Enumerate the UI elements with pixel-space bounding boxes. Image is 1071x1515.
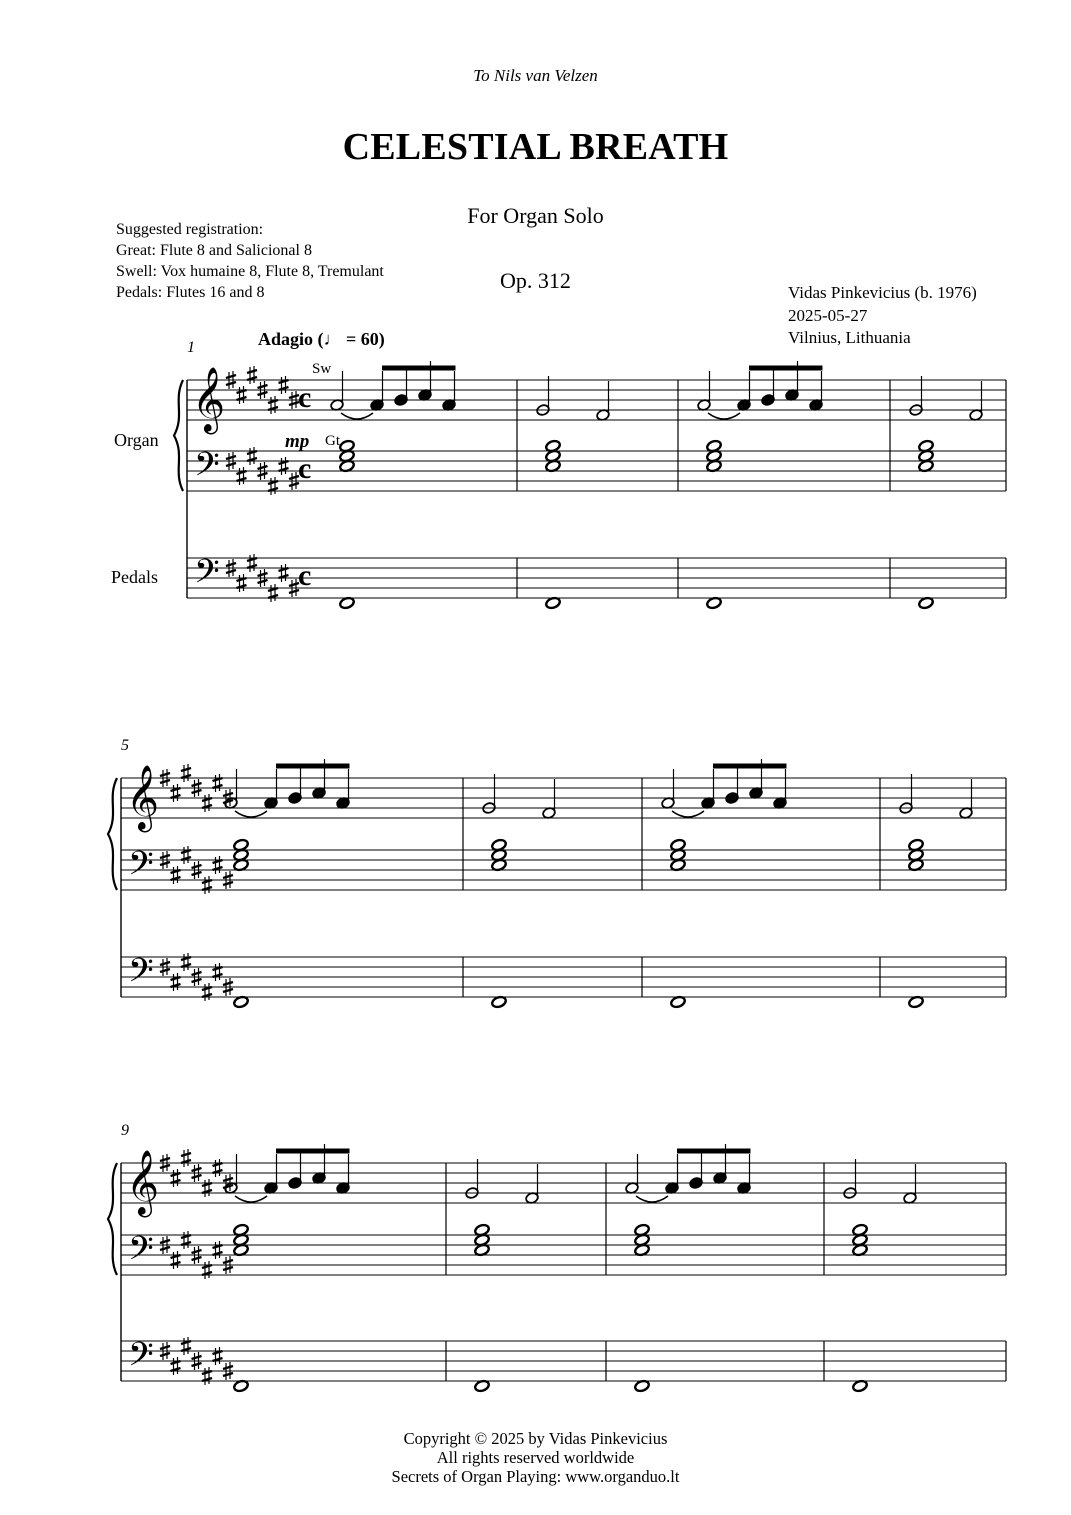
key-signature-sharp — [213, 963, 223, 981]
key-signature-sharp-bar — [192, 865, 202, 868]
key-signature-sharp-bar — [223, 882, 233, 885]
key-signature-sharp-bar — [223, 989, 233, 992]
key-signature-sharp-bar — [160, 855, 170, 858]
key-signature-sharp-bar — [258, 385, 268, 388]
key-signature-sharp-bar — [258, 392, 268, 395]
treble-clef: 𝄞 — [192, 369, 226, 431]
manual-swell-label: Sw — [312, 361, 332, 377]
key-signature-sharp — [237, 467, 247, 485]
key-signature-sharp-bar — [181, 1153, 191, 1156]
key-signature-sharp-bar — [192, 972, 202, 975]
grand-staff-brace — [108, 778, 117, 890]
key-signature-sharp — [181, 1231, 191, 1249]
registration-great: Great: Flute 8 and Salicional 8 — [116, 242, 312, 259]
key-signature-sharp — [171, 866, 181, 884]
key-signature-sharp — [171, 973, 181, 991]
key-signature-sharp-bar — [192, 1363, 202, 1366]
key-signature-sharp — [268, 584, 278, 602]
key-signature-sharp — [213, 1241, 223, 1259]
measure-number: 1 — [187, 339, 195, 356]
measure-number: 9 — [121, 1122, 129, 1139]
key-signature-sharp — [181, 846, 191, 864]
tie — [636, 1196, 668, 1202]
time-signature-common: c — [298, 381, 312, 414]
measure-number: 5 — [121, 737, 129, 754]
key-signature-sharp — [213, 1347, 223, 1365]
copyright-line: Copyright © 2025 by Vidas Pinkevicius — [403, 1429, 668, 1448]
key-signature-sharp-bar — [160, 1240, 170, 1243]
key-signature-sharp-bar — [160, 1346, 170, 1349]
key-signature-sharp-bar — [192, 1257, 202, 1260]
key-signature-sharp — [202, 794, 212, 812]
instrument-label-organ: Organ — [114, 430, 159, 450]
key-signature-sharp — [268, 396, 278, 414]
key-signature-sharp-bar — [223, 875, 233, 878]
registration-pedals: Pedals: Flutes 16 and 8 — [116, 284, 265, 301]
key-signature-sharp-bar — [192, 1356, 202, 1359]
key-signature-sharp-bar — [226, 563, 236, 566]
grand-staff-brace — [108, 1163, 117, 1275]
time-signature-common: c — [298, 559, 312, 592]
key-signature-sharp-bar — [160, 1247, 170, 1250]
bass-clef: 𝄢 — [128, 1230, 154, 1275]
key-signature-sharp-bar — [258, 580, 268, 583]
treble-clef: 𝄞 — [126, 1152, 160, 1214]
key-signature-sharp — [279, 564, 289, 582]
key-signature-sharp-bar — [223, 982, 233, 985]
manual-great-label: Gt — [325, 433, 340, 449]
key-signature-sharp — [213, 774, 223, 792]
opus-number: Op. 312 — [500, 268, 571, 293]
key-signature-sharp-bar — [247, 370, 257, 373]
tie — [341, 413, 373, 419]
key-signature-sharp-bar — [226, 382, 236, 385]
key-signature-sharp — [279, 376, 289, 394]
key-signature-sharp — [237, 574, 247, 592]
key-signature-sharp — [202, 876, 212, 894]
key-signature-sharp-bar — [160, 1158, 170, 1161]
grand-staff-brace — [174, 380, 183, 491]
key-signature-sharp-bar — [223, 1267, 233, 1270]
key-signature-sharp — [202, 983, 212, 1001]
bass-clef: 𝄢 — [128, 1336, 154, 1381]
key-signature-sharp-bar — [160, 862, 170, 865]
key-signature-sharp — [181, 953, 191, 971]
key-signature-sharp-bar — [160, 1165, 170, 1168]
piece-title: CELESTIAL BREATH — [342, 126, 729, 168]
key-signature-sharp-bar — [192, 1250, 202, 1253]
key-signature-sharp-bar — [223, 793, 233, 796]
key-signature-sharp — [202, 1179, 212, 1197]
key-signature-sharp — [279, 457, 289, 475]
key-signature-sharp — [237, 386, 247, 404]
eighth-beam — [276, 1149, 350, 1154]
key-signature-sharp-bar — [192, 1168, 202, 1171]
key-signature-sharp-bar — [192, 790, 202, 793]
key-signature-sharp — [202, 1261, 212, 1279]
key-signature-sharp-bar — [160, 1353, 170, 1356]
registration-heading: Suggested registration: — [116, 221, 264, 238]
tempo-marking: Adagio (♩ = 60) — [258, 329, 385, 349]
key-signature-sharp — [247, 366, 257, 384]
footer — [0, 1429, 1071, 1486]
tie — [708, 413, 740, 419]
key-signature-sharp-bar — [258, 466, 268, 469]
registration-swell: Swell: Vox humaine 8, Flute 8, Tremulant — [116, 263, 384, 280]
time-signature-common: c — [298, 452, 312, 485]
bass-clef: 𝄢 — [194, 553, 220, 598]
key-signature-sharp-bar — [192, 872, 202, 875]
tie — [672, 811, 704, 817]
key-signature-sharp — [171, 1251, 181, 1269]
key-signature-sharp — [268, 477, 278, 495]
key-signature-sharp — [247, 554, 257, 572]
treble-clef: 𝄞 — [126, 767, 160, 829]
key-signature-sharp — [247, 447, 257, 465]
key-signature-sharp-bar — [192, 1175, 202, 1178]
key-signature-sharp-bar — [223, 1178, 233, 1181]
eighth-beam — [382, 366, 456, 371]
dynamic-marking: mp — [285, 431, 310, 452]
key-signature-sharp-bar — [160, 962, 170, 965]
key-signature-sharp-bar — [226, 570, 236, 573]
bass-clef: 𝄢 — [128, 845, 154, 890]
website-line: Secrets of Organ Playing: www.organduo.lt — [391, 1467, 680, 1486]
key-signature-sharp-bar — [192, 783, 202, 786]
bass-clef: 𝄢 — [128, 952, 154, 997]
key-signature-sharp-bar — [192, 979, 202, 982]
key-signature-sharp — [181, 764, 191, 782]
key-signature-sharp-bar — [226, 456, 236, 459]
key-signature-sharp-bar — [258, 473, 268, 476]
composition-date: 2025-05-27 — [788, 305, 868, 325]
key-signature-sharp — [181, 1337, 191, 1355]
key-signature-sharp-bar — [160, 780, 170, 783]
key-signature-sharp — [213, 1159, 223, 1177]
eighth-beam — [749, 366, 823, 371]
key-signature-sharp — [171, 1169, 181, 1187]
instrument-label-pedals: Pedals — [111, 567, 158, 587]
key-signature-sharp-bar — [160, 969, 170, 972]
key-signature-sharp — [202, 1367, 212, 1385]
eighth-beam — [276, 764, 350, 769]
rights-line: All rights reserved worldwide — [436, 1448, 635, 1467]
dedication: To Nils van Velzen — [473, 66, 598, 85]
key-signature-sharp-bar — [258, 573, 268, 576]
key-signature-sharp-bar — [160, 773, 170, 776]
bass-clef: 𝄢 — [194, 446, 220, 491]
tie — [235, 811, 267, 817]
key-signature-sharp — [171, 1357, 181, 1375]
eighth-beam — [713, 764, 787, 769]
tie — [235, 1196, 267, 1202]
key-signature-sharp-bar — [226, 375, 236, 378]
eighth-beam — [677, 1149, 751, 1154]
key-signature-sharp-bar — [223, 1373, 233, 1376]
key-signature-sharp-bar — [181, 768, 191, 771]
key-signature-sharp-bar — [223, 1260, 233, 1263]
key-signature-sharp — [181, 1149, 191, 1167]
key-signature-sharp-bar — [223, 1366, 233, 1369]
subtitle: For Organ Solo — [467, 203, 604, 228]
key-signature-sharp-bar — [226, 463, 236, 466]
key-signature-sharp — [171, 784, 181, 802]
composer-name: Vidas Pinkevicius (b. 1976) — [788, 283, 977, 302]
key-signature-sharp — [213, 856, 223, 874]
composition-place: Vilnius, Lithuania — [788, 328, 911, 347]
